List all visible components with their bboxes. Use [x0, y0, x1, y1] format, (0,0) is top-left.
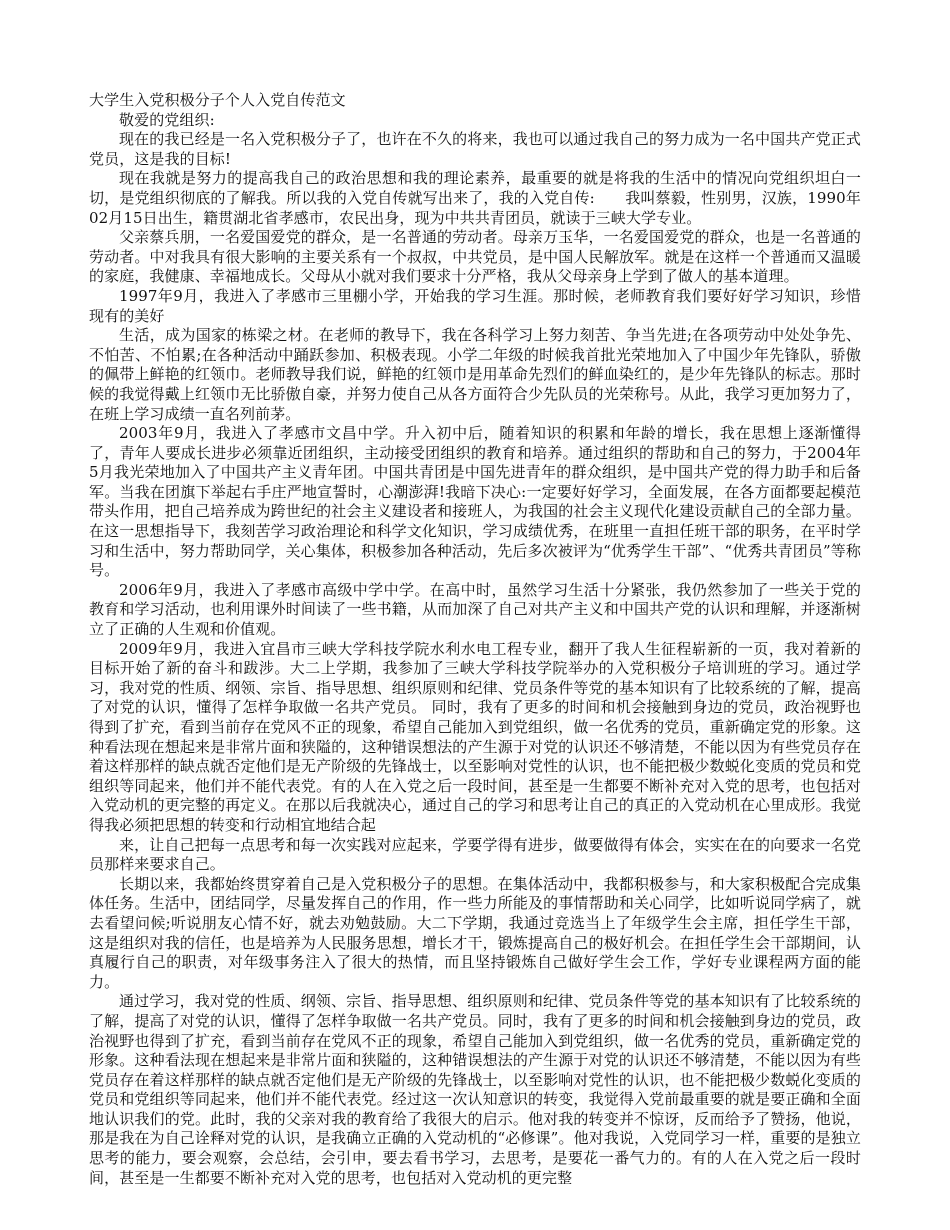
paragraph-8: 2009年9月，我进入宜昌市三峡大学科技学院水利水电工程专业，翻开了我人生征程崭新的一页，我对着新的目标开始了新的奋斗和跋涉。大二上学期，我参加了三峡大学科技学院举办的入党积极分子培训班的学习。通过学习，我对党的性质、纲领、宗旨、指导思想、组织原则和纪律、党员条件等党的基本知识有了比较系统的了解，提高了对党的认识，懂得了怎样争取做一名共产党员。 同时，我有了更多的时间和机会接触到身边的党员，政治视野也得到了扩充，看到当前存在党风不正的现象，希望自己能加入到党组织，做一名优秀的党员，重新确定党的形象。这种看法现在想起来是非常片面和狭隘的，这种错误想法的产生源于对党的认识还不够清楚，不能以因为有些党员存在着这样那样的缺点就否定他们是无产阶级的先锋战士，以至影响对党性的认识，也不能把极少数蜕化变质的党员和党组织等同起来，他们并不能代表党。有的人在入党之后一段时间，甚至是一生都要不断补充对入党的思考，也包括对入党动机的更完整的再定义。在那以后我就决心，通过自己的学习和思考让自己的真正的入党动机在心里成形。我觉得我必须把思想的转变和行动相宜地结合起: [89, 639, 861, 834]
paragraph-7: 2006年9月，我进入了孝感市高级中学中学。在高中时，虽然学习生活十分紧张，我仍然参加了一些关于党的教育和学习活动，也利用课外时间读了一些书籍，从而加深了自己对共产主义和中国共产党的认识和理解，并逐渐树立了正确的人生观和价值观。: [89, 580, 861, 639]
paragraph-1: 现在的我已经是一名入党积极分子了，也许在不久的将来，我也可以通过我自己的努力成为一名中国共产党正式党员，这是我的目标!: [89, 130, 861, 168]
paragraph-9: 来，让自己把每一点思考和每一次实践对应起来，学要学得有进步，做要做得有体会，实实在在的向要求一名党员那样来要求自己。: [89, 835, 861, 874]
paragraph-4: 1997年9月，我进入了孝感市三里棚小学，开始我的学习生涯。那时候，老师教育我们要好好学习知识，珍惜现有的美好: [89, 286, 861, 325]
salutation: 敬爱的党组织:: [119, 110, 215, 129]
paragraph-6: 2003年9月，我进入了孝感市文昌中学。升入初中后，随着知识的积累和年龄的增长，我在思想上逐渐懂得了，青年人要成长进步必须靠近团组织，主动接受团组织的教育和培养。通过组织的帮助和自己的努力，于2004年5月我光荣地加入了中国共产主义青年团。中国共青团是中国先进青年的群众组织，是中国共产党的得力助手和后备军。当我在团旗下举起右手庄严地宣誓时，心潮澎湃!我暗下决心:一定要好好学习，全面发展，在各方面都要起模范带头作用，把自己培养成为跨世纪的社会主义建设者和接班人，为我国的社会主义现代化建设贡献自己的全部力量。在这一思想指导下，我刻苦学习政治理论和科学文化知识，学习成绩优秀，在班里一直担任班干部的职务，在平时学习和生活中，努力帮助同学，关心集体，积极参加各种活动，先后多次被评为“优秀学生干部”、“优秀共青团员”等称号。: [89, 424, 861, 580]
paragraph-10: 长期以来，我都始终贯穿着自己是入党积极分子的思想。在集体活动中，我都积极参与，和大家积极配合完成集体任务。生活中，团结同学，尽量发挥自己的作用，作一些力所能及的事情帮助和关心同学，比如听说同学病了，就去看望问候;听说朋友心情不好，就去劝勉鼓励。大二下学期，我通过竞选当上了年级学生会主席，担任学生干部，这是组织对我的信任，也是培养为人民服务思想，增长才干，锻炼提高自己的极好机会。在担任学生会干部期间，认真履行自己的职责，对年级事务注入了很大的热情，而且坚持锻炼自己做好学生会工作，学好专业课程两方面的能力。: [89, 874, 861, 991]
paragraph-5: 生活，成为国家的栋梁之材。在老师的教导下，我在各科学习上努力刻苦、争当先进;在各项劳动中处处争先、不怕苦、不怕累;在各种活动中踊跃参加、积极表现。小学二年级的时候我首批光荣地加入了中国少年先锋队，骄傲的佩带上鲜艳的红领巾。老师教导我们说，鲜艳的红领巾是用革命先烈们的鲜血染红的，是少年先锋队的标志。那时候的我觉得戴上红领巾无比骄傲自豪，并努力使自己从各方面符合少先队员的光荣称号。从此，我学习更加努力了，在班上学习成绩一直名列前茅。: [89, 326, 861, 423]
document-title: 大学生入党积极分子个人入党自传范文: [89, 91, 346, 109]
paragraph-11: 通过学习，我对党的性质、纲领、宗旨、指导思想、组织原则和纪律、党员条件等党的基本知识有了比较系统的了解，提高了对党的认识，懂得了怎样争取做一名共产党员。同时，我有了更多的时间和机会接触到身边的党员，政治视野也得到了扩充，看到当前存在党风不正的现象，希望自己能加入到党组织，做一名优秀的党员，重新确定党的形象。这种看法现在想起来是非常片面和狭隘的，这种错误想法的产生源于对党的认识还不够清楚，不能以因为有些党员存在着这样那样的缺点就否定他们是无产阶级的先锋战士，以至影响对党性的认识，也不能把极少数蜕化变质的党员和党组织等同起来，他们并不能代表党。经过这一次认知意识的转变，我觉得入党前最重要的就是要正确和全面地认识我们的党。此时，我的父亲对我的教育给了我很大的启示。他对我的转变并不惊讶，反而给予了赞扬，他说，那是我在为自己诠释对党的认识，是我确立正确的入党动机的“必修课”。他对我说，入党同学习一样，重要的是独立思考的能力，要会观察，会总结，会引申，要去看书学习，去思考，是要花一番气力的。有的人在入党之后一段时间，甚至是一生都要不断补充对入党的思考，也包括对入党动机的更完整: [89, 992, 861, 1187]
paragraph-2: 现在我就是努力的提高我自己的政治思想和我的理论素养，最重要的就是将我的生活中的情况向党组织坦白一切，是党组织彻底的了解我。所以我的入党自传就写出来了，我的入党自传: 我叫蔡毅，性别男，汉族，1990年02月15日出生，籍贯湖北省孝感市，农民出身，现为中共共青团员，就读于三峡大学专业。: [89, 169, 861, 227]
paragraph-3: 父亲蔡兵朋，一名爱国爱党的群众，是一名普通的劳动者。母亲万玉华，一名爱国爱党的群众，也是一名普通的劳动者。中对我具有很大影响的主要关系有一个叔叔，中共党员，是中国人民解放军。就是在这样一个普通而又温暖的家庭，我健康、幸福地成长。父母从小就对我们要求十分严格，我从父母亲身上学到了做人的基本道理。: [89, 228, 861, 286]
